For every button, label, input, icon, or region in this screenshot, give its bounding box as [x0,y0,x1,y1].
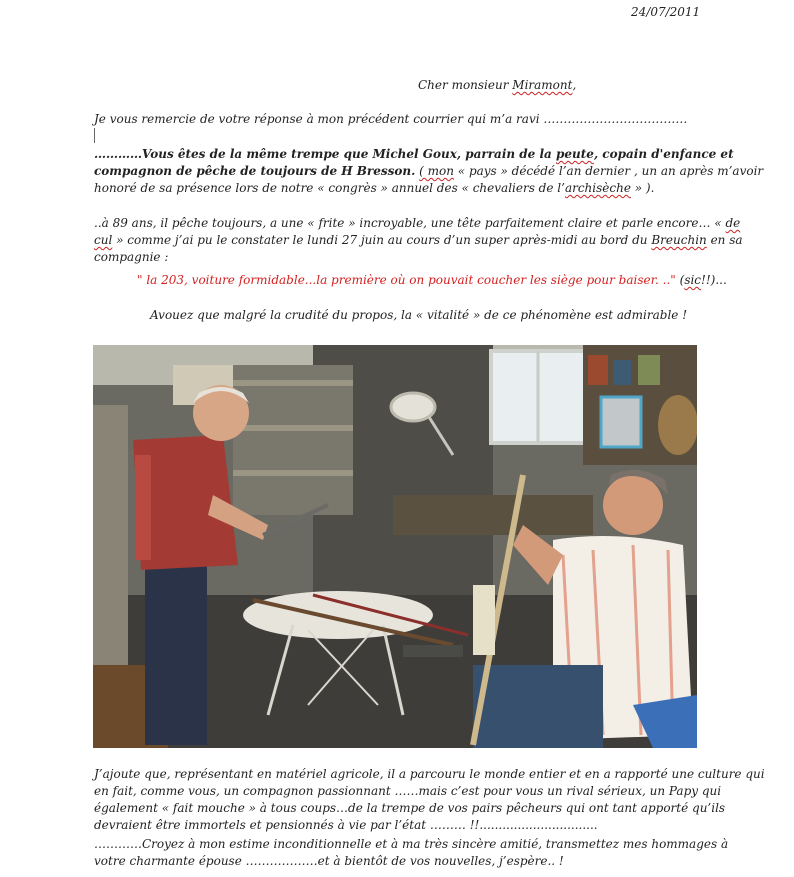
age-breuchin: Breuchin [651,233,707,247]
age-cul: cul [94,233,113,247]
goux-text-a: …………Vous êtes de la même trempe que Michel Goux, parrain de la [94,147,556,161]
paragraph-thanks: Je vous remercie de votre réponse à mon précédent courrier qui m’a ravi ……………………………… [94,112,688,126]
paragraph-age-line-2 [94,232,743,249]
quote-red-text: " la 203, voiture formidable...la première où on pouvait coucher les siège pour baiser. .." [137,273,676,287]
age-text-c: en sa [706,233,743,247]
letter-date: 24/07/2011 [631,5,701,19]
quote-paren: ( [675,273,685,287]
paragraph-ending-line-1: J’ajoute que, représentant en matériel agricole, il a parcouru le monde entier et en a rapporté une culture qui [94,767,765,781]
paragraph-avouez: Avouez que malgré la crudité du propos, la « vitalité » de ce phénomène est admirable ! [150,308,688,322]
paragraph-closing-line-2: votre charmante épouse ………………et à bientôt de vos nouvelles, j’espère.. ! [94,854,564,868]
age-de: de [725,216,741,230]
paragraph-age-line-1 [94,215,740,232]
quote-sic: sic [684,273,702,287]
goux-text-b: , copain d'enfance et [593,147,734,161]
salutation-name: Miramont [512,78,573,92]
text-cursor [94,128,95,143]
goux-bold-text: compagnon de pêche de toujours de H Bresson. [94,164,416,178]
goux-rest: « pays » décédé l’an dernier , un an après m’avoir [453,164,764,178]
quote-line [137,272,727,289]
paragraph-goux-line-1 [94,146,734,163]
paragraph-goux-line-2 [94,163,763,180]
paragraph-ending-line-4: devraient être immortels et pensionnés à vie par l’état ……… !!............................... [94,818,598,832]
goux-mon: ( mon [419,164,454,178]
goux-line3-b: » ). [630,181,655,195]
goux-archiseche: archisèche [564,181,631,195]
age-text-b: » comme j’ai pu le constater le lundi 27 juin au cours d’un super après-midi au bord du [112,233,652,247]
paragraph-closing-line-1: …………Croyez à mon estime inconditionnelle et à ma très sincère amitié, transmettez mes hommages à [94,837,729,851]
paragraph-goux-line-3 [94,180,654,197]
paragraph-ending-line-3: également « fait mouche » à tous coups…de la trempe de vos pairs pêcheurs qui ont tant apporté qu’ils [94,801,726,815]
salutation-comma: , [572,78,577,92]
goux-peute: peute [556,147,594,161]
age-text-a: ..à 89 ans, il pêche toujours, a une « frite » incroyable, une tête parfaitement claire et parle encore… « [94,216,726,230]
photo-garage [93,345,697,748]
quote-end: !!)... [701,273,727,287]
salutation-prefix: Cher monsieur [418,78,513,92]
paragraph-age-line-3: compagnie : [94,250,169,264]
salutation [418,77,576,94]
paragraph-ending-line-2: en fait, comme vous, un compagnon passionnant ……mais c’est pour vous un rival sérieux, un Papy qui [94,784,722,798]
goux-line3-a: honoré de sa présence lors de notre « congrès » annuel des « chevaliers de l’ [94,181,565,195]
